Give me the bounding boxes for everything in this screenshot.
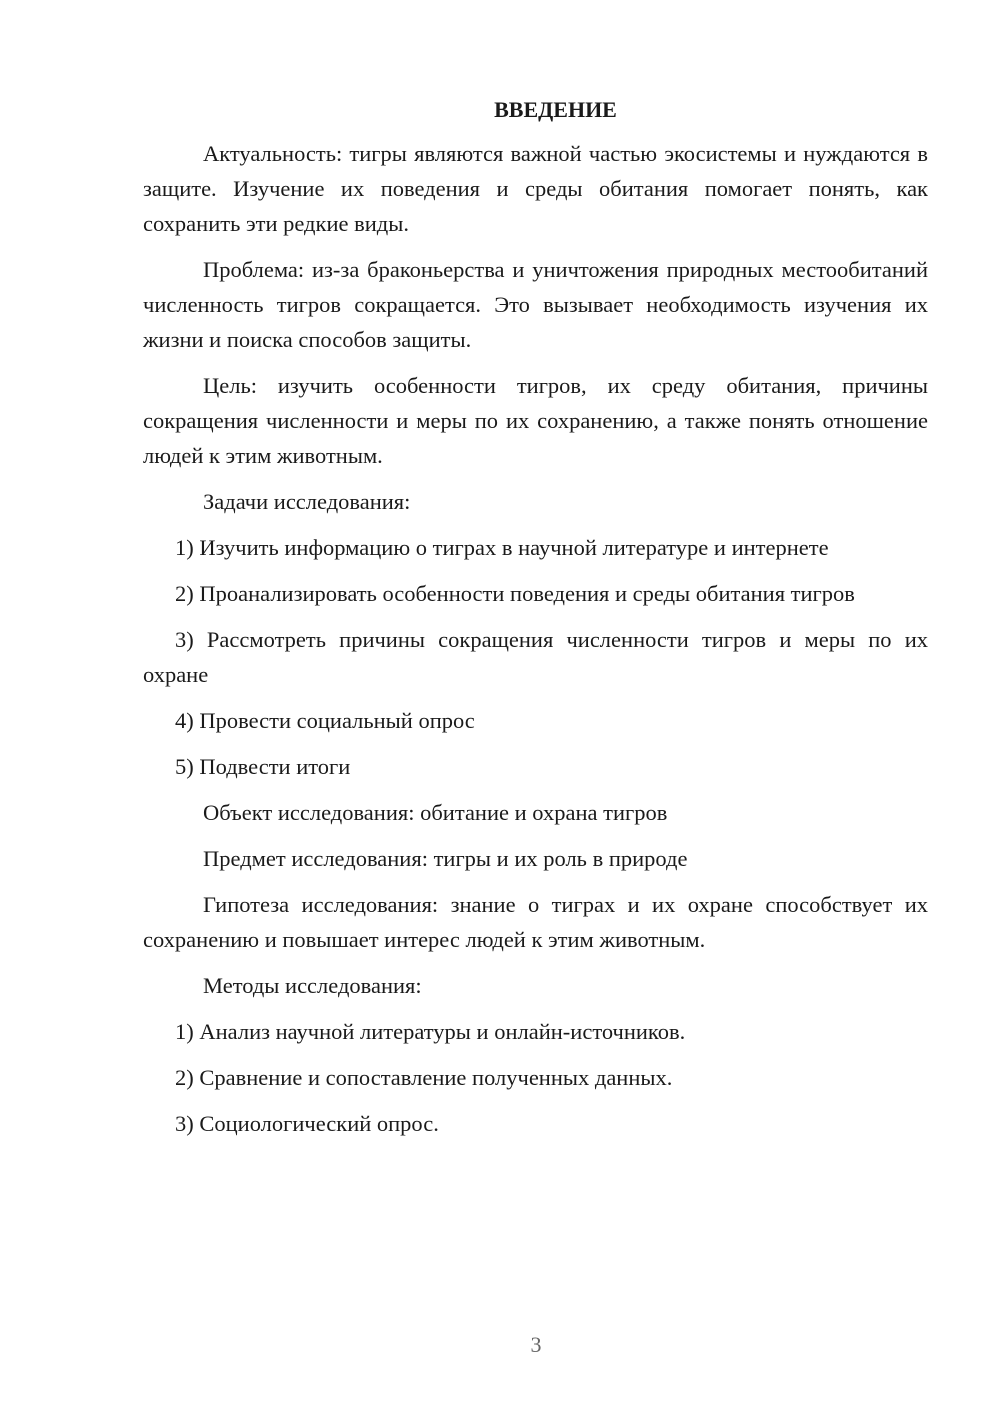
task-item-2: 2) Проанализировать особенности поведения и среды обитания тигров bbox=[175, 581, 855, 606]
problem-paragraph: Проблема: из-за браконьерства и уничтожения природных местообитаний численность тигров сокращается. Это вызывает необходимость изучения их жизни и поиска способов защиты. bbox=[143, 257, 928, 352]
task-item-5: 5) Подвести итоги bbox=[175, 754, 351, 779]
page-number: 3 bbox=[530, 1332, 542, 1357]
page-content bbox=[143, 92, 928, 1152]
hypothesis-paragraph: Гипотеза исследования: знание о тиграх и их охране способствует их сохранению и повышает интерес людей к этим животным. bbox=[143, 892, 928, 952]
task-item-4: 4) Провести социальный опрос bbox=[175, 708, 475, 733]
method-item-2: 2) Сравнение и сопоставление полученных данных. bbox=[175, 1065, 673, 1090]
object-paragraph: Объект исследования: обитание и охрана тигров bbox=[203, 800, 668, 825]
goal-paragraph: Цель: изучить особенности тигров, их среду обитания, причины сокращения численности и меры по их сохранению, а также понять отношение людей к этим животным. bbox=[143, 373, 928, 468]
relevance-paragraph: Актуальность: тигры являются важной частью экосистемы и нуждаются в защите. Изучение их поведения и среды обитания помогает понять, как сохранить эти редкие виды. bbox=[143, 141, 928, 236]
task-item-3: 3) Рассмотреть причины сокращения численности тигров и меры по их охране bbox=[143, 627, 928, 687]
subject-paragraph: Предмет исследования: тигры и их роль в природе bbox=[203, 846, 688, 871]
tasks-heading: Задачи исследования: bbox=[203, 489, 411, 514]
method-item-3: 3) Социологический опрос. bbox=[175, 1111, 439, 1136]
task-item-1: 1) Изучить информацию о тиграх в научной литературе и интернете bbox=[175, 535, 829, 560]
page-title: ВВЕДЕНИЕ bbox=[494, 97, 617, 122]
methods-heading: Методы исследования: bbox=[203, 973, 422, 998]
method-item-1: 1) Анализ научной литературы и онлайн-источников. bbox=[175, 1019, 686, 1044]
